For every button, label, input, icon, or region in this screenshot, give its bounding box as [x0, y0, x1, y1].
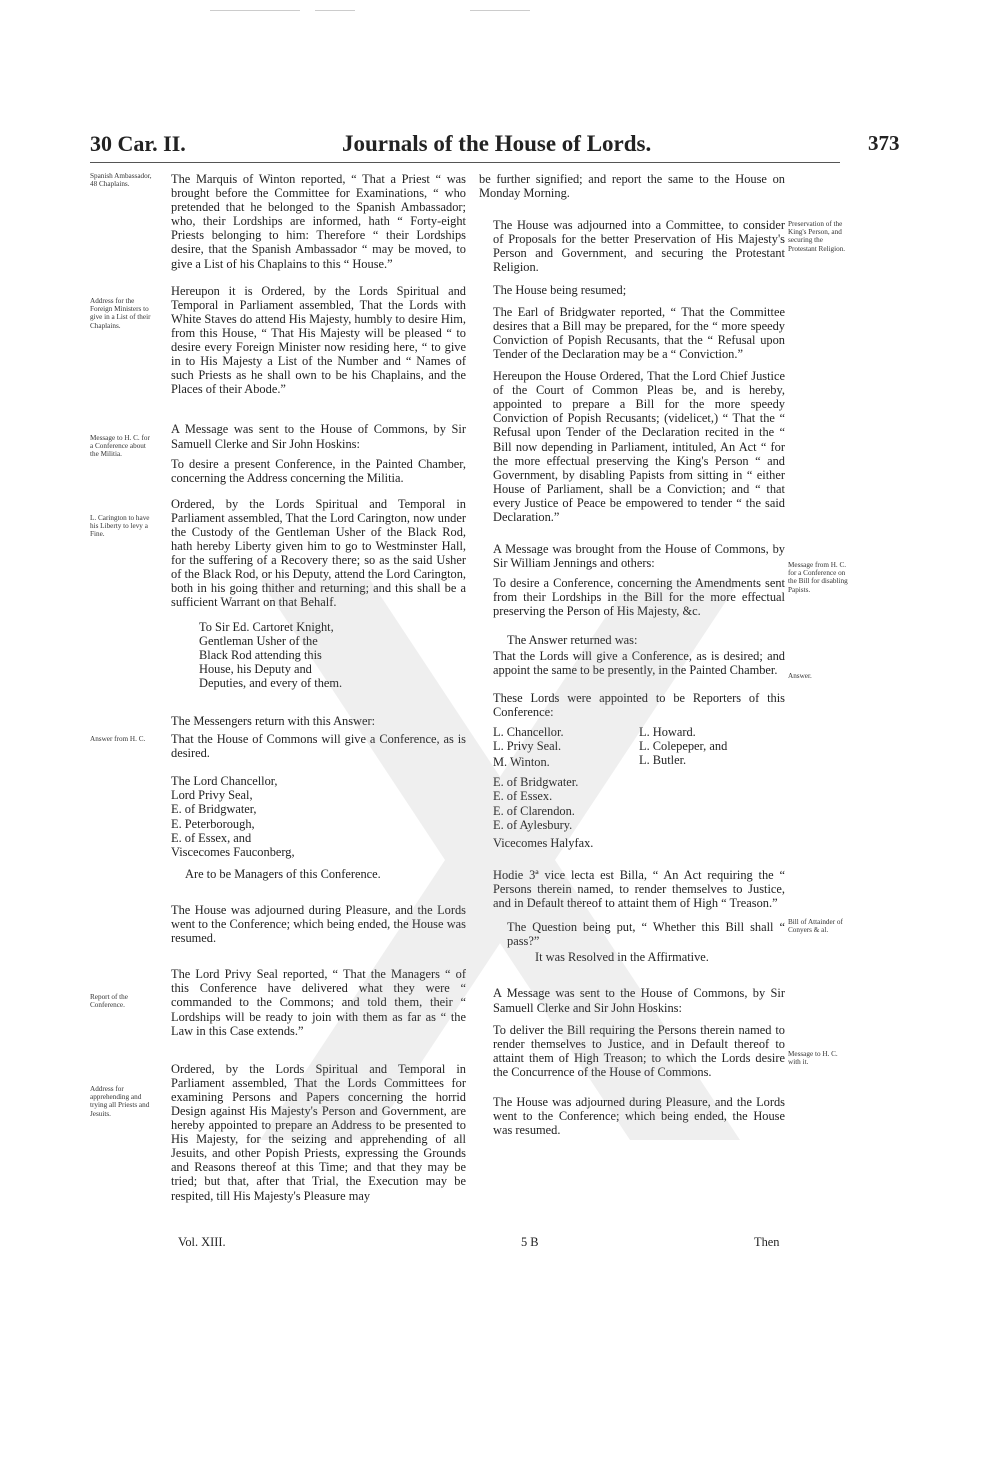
- list-item: M. Winton.: [493, 755, 550, 770]
- top-decoration-line: [315, 10, 355, 11]
- paragraph: To desire a present Conference, in the Painted Chamber, concerning the Address concerning the Militia.: [171, 456, 466, 485]
- paragraph: Hereupon it is Ordered, by the Lords Spiritual and Temporal in Parliament assembled, That the Lords with White Staves do attend His Majesty, humbly to desire Him, from this House, “ That His Majesty will be pleased “ to desire every Foreign Minister now residing here, “ to give in to His Majesty a List of the Number and “ Names of such Priests as he shall own to be his Chaplains, and the Places of their Abode.”: [171, 283, 466, 397]
- paragraph: To desire a Conference, concerning the Amendments sent from their Lordships in the Bill for the more effectual preserving the Person of His Majesty, &c.: [493, 576, 785, 619]
- list-item: E. of Clarendon.: [493, 803, 575, 818]
- list-item: E. of Essex, and: [171, 830, 252, 845]
- left-column: [157, 172, 466, 1203]
- paragraph: The House was adjourned during Pleasure, and the Lords went to the Conference; which being ended, the House was resumed.: [493, 1094, 785, 1138]
- paragraph: be further signified; and report the same to the House on Monday Morning.: [479, 172, 785, 201]
- side-note: Message to H. C. for a Conference about the Militia.: [90, 434, 150, 459]
- side-note: Address for apprehending and trying all Priests and Jesuits.: [90, 1085, 150, 1118]
- managers-list: [157, 774, 466, 859]
- paragraph: The Question being put, “ Whether this Bill shall “ pass?”: [507, 920, 785, 949]
- list-item: E. of Essex.: [493, 789, 553, 804]
- paragraph: That the Lords will give a Conference, as is desired; and appoint the same to be presently, in the Painted Chamber.: [493, 648, 785, 677]
- warrant-direction: To Sir Ed. Cartoret Knight, Gentleman Usher of the Black Rod attending this House, his Deputy and Deputies, and every of them.: [199, 619, 343, 690]
- side-note: Address for the Foreign Ministers to give in a List of their Chaplains.: [90, 297, 151, 330]
- paragraph: The Earl of Bridgwater reported, “ That the Committee desires that a Bill may be prepared, for the “ more speedy Conviction of Popish Recusants, that the “ Refusal upon Tender of the Declaration may be a “ Conviction.”: [493, 304, 785, 361]
- side-note: Message from H. C. for a Conference on the Bill for disabling Papists.: [788, 561, 848, 594]
- paragraph: The Answer returned was:: [507, 632, 638, 647]
- right-column: [479, 172, 785, 1137]
- list-item: L. Chancellor.: [493, 725, 564, 739]
- list-item: The Lord Chancellor,: [171, 774, 278, 789]
- paragraph: That the House of Commons will give a Conference, as is desired.: [171, 732, 466, 761]
- header-title: Journals of the House of Lords.: [342, 131, 652, 156]
- list-item: L. Butler.: [639, 753, 687, 768]
- reporters-list-right: [639, 725, 785, 767]
- paragraph: The House was adjourned during Pleasure, and the Lords went to the Conference; which being ended, the House was resumed.: [171, 902, 466, 946]
- list-item: Lord Privy Seal,: [171, 788, 253, 803]
- paragraph: Ordered, by the Lords Spiritual and Temporal in Parliament assembled, That the Lord Carington, now under the Custody of the Gentleman Usher of the Black Rod, hath hereby Liberty given him to go to Westminster Hall, for the suffering of a Recovery there; so as the said Usher of the Black Rod, or his Deputy, attend the Lord Carington, both in his going thither and returning; and this shall be a sufficient Warrant on that Behalf.: [171, 496, 466, 610]
- paragraph: Hodie 3ª vice lecta est Billa, “ An Act requiring the “ Persons therein named, to render themselves to Justice, and in Default thereof to attaint them of High “ Treason.”: [493, 867, 785, 911]
- paragraph: The Marquis of Winton reported, “ That a Priest “ was brought before the Committee for Examinations, “ who pretended that he belonged to the Spanish Ambassador; who, their Lordships are informed, hath “ Forty-eight Priests belonging to him: Therefore “ their Lordships desire, that the Spanish Ambassador “ may be moved, to give a List of his Chaplains to this “ House.”: [171, 172, 466, 271]
- footer-volume: Vol. XIII.: [178, 1235, 226, 1249]
- paragraph: It was Resolved in the Affirmative.: [535, 950, 709, 965]
- header-page-number: 373: [868, 131, 900, 155]
- paragraph: Ordered, by the Lords Spiritual and Temporal in Parliament assembled, That the Lords Committees for examining Persons and Papers concerning the horrid Design against His Majesty's Person and Government, are hereby appointed to prepare an Address to be presented to His Majesty, for the seizing and apprehending of all Jesuits, and other Popish Priests, expressing the Grounds and Reasons thereof at this Time; and that they may be tried; but that, after that Trial, the Execution may be respited, till His Majesty's Pleasure may: [171, 1061, 466, 1203]
- list-item: E. Peterborough,: [171, 816, 255, 831]
- paragraph: The House was adjourned into a Committee, to consider of Proposals for the better Preservation of His Majesty's Person and Government, and securing the Protestant Religion.: [493, 218, 785, 275]
- paragraph: A Message was sent to the House of Commons, by Sir Samuell Clerke and Sir John Hoskins:: [493, 986, 785, 1015]
- side-note: Report of the Conference.: [90, 993, 128, 1010]
- top-decoration-line: [470, 10, 530, 11]
- side-note: L. Carington to have his Liberty to levy a Fine.: [90, 514, 150, 539]
- list-item: L. Privy Seal.: [493, 739, 562, 754]
- list-item: E. of Bridgwater,: [171, 802, 257, 817]
- paragraph: The Lord Privy Seal reported, “ That the Managers “ of this Conference have delivered what they were “ commanded to the Commons; and told them, their “ Lordships will be ready to join with them as far as “ the Law in this Case extends.”: [171, 967, 466, 1038]
- list-item: E. of Bridgwater.: [493, 775, 579, 790]
- footer-signature: 5 B: [521, 1235, 539, 1249]
- footer-catchword: Then: [754, 1235, 780, 1249]
- side-note: Message to H. C. with it.: [788, 1050, 838, 1067]
- reporters-list-more: [479, 755, 785, 850]
- paragraph: The House being resumed;: [493, 282, 627, 297]
- side-note: Answer.: [788, 672, 812, 680]
- side-note: Bill of Attainder of Conyers & al.: [788, 918, 843, 935]
- list-item: Vicecomes Halyfax.: [493, 835, 594, 850]
- list-item: E. of Aylesbury.: [493, 817, 573, 832]
- side-note: Preservation of the King's Person, and securing the Protestant Religion.: [788, 220, 846, 253]
- paragraph: The Messengers return with this Answer:: [171, 714, 376, 728]
- list-item: Viscecomes Fauconberg,: [171, 844, 295, 859]
- paragraph: A Message was sent to the House of Commons, by Sir Samuell Clerke and Sir John Hoskins:: [171, 422, 466, 451]
- paragraph: Are to be Managers of this Conference.: [185, 866, 381, 881]
- paragraph: A Message was brought from the House of Commons, by Sir William Jennings and others:: [493, 542, 785, 571]
- top-decoration-line: [210, 10, 300, 11]
- header-rule: [90, 162, 840, 163]
- paragraph: These Lords were appointed to be Reporters of this Conference:: [493, 690, 785, 719]
- header-regnal-year: 30 Car. II.: [90, 131, 186, 156]
- list-item: L. Colepeper, and: [639, 739, 728, 754]
- side-note: Answer from H. C.: [90, 735, 146, 743]
- side-note: Spanish Ambassador, 48 Chaplains.: [90, 172, 152, 189]
- paragraph: To deliver the Bill requiring the Persons therein named to render themselves to Justice, and in Default thereof to attaint them of High Treason; to which the Lords desire the Concurrence of the House of Commons.: [493, 1022, 785, 1079]
- list-item: L. Howard.: [639, 725, 696, 739]
- paragraph: Hereupon the House Ordered, That the Lord Chief Justice of the Court of Common Pleas be, and is hereby, appointed to prepare a Bill for the more speedy Conviction of Popish Recusants; (videlicet,) “ That the “ Refusal upon Tender of the Declaration recited in the “ Bill now depending in Parliament, intituled, An Act “ for the more effectual preserving the King's Person “ and Government, by disabling Papists from sitting in “ either House of Parliament, shall be a Conviction; and “ that every Justice of Peace be empowered to tender “ the said Declaration.”: [493, 369, 785, 524]
